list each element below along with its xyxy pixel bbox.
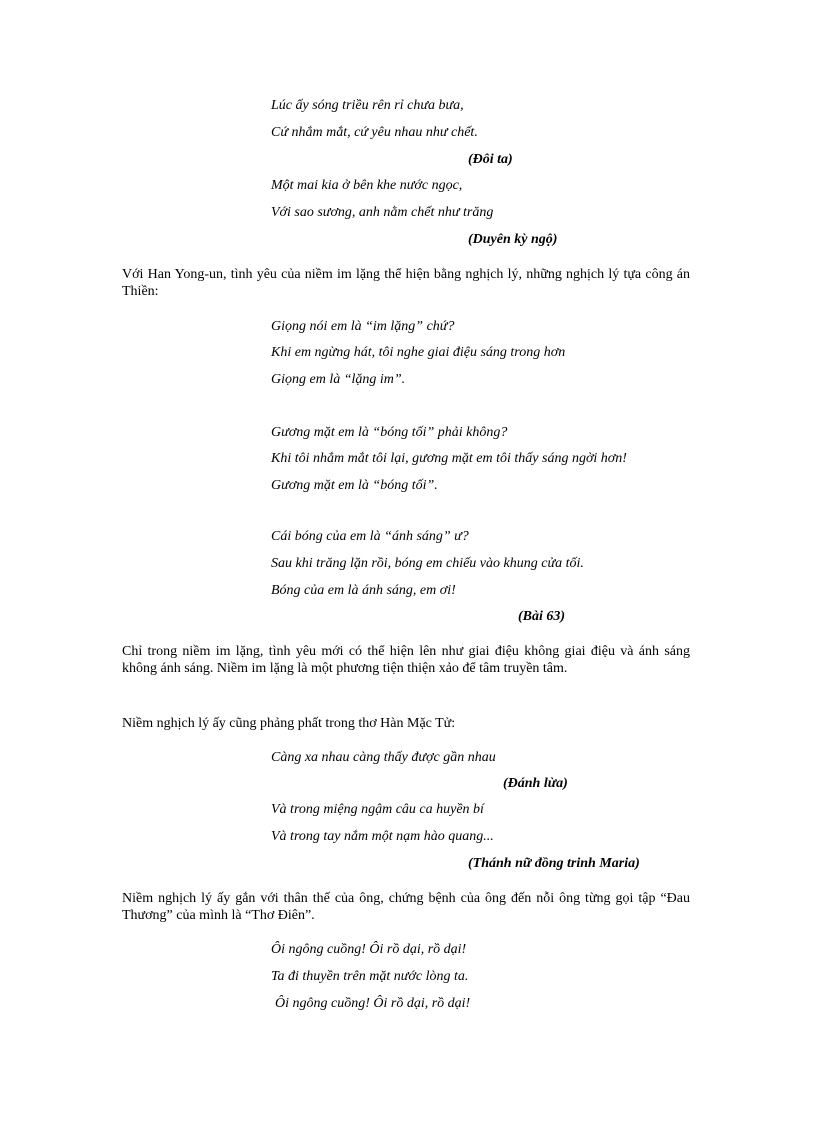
poem-line: Khi em ngừng hát, tôi nghe giai điệu sáng trong hơn — [271, 345, 566, 360]
poem-line: Và trong miệng ngậm câu ca huyền bí — [271, 802, 484, 817]
poem-line: Khi tôi nhắm mắt tôi lại, gương mặt em tôi thấy sáng ngời hơn! — [271, 451, 627, 466]
poem-source: (Bài 63) — [518, 609, 566, 624]
poem-line: Cứ nhắm mắt, cứ yêu nhau như chết. — [271, 125, 478, 140]
poem-line: Càng xa nhau càng thấy được gần nhau — [271, 750, 496, 765]
poem-line: Bóng của em là ánh sáng, em ơi! — [271, 583, 456, 598]
body-paragraph: Chỉ trong niềm im lặng, tình yêu mới có thể hiện lên như giai điệu không giai điệu và ánh sáng không ánh sáng. Niềm im lặng là một phương tiện thiện xảo để tâm truyền tâm. — [122, 644, 690, 676]
poem-source: (Đánh lừa) — [503, 776, 568, 791]
poem-line: Với sao sương, anh nằm chết như trăng — [271, 205, 494, 220]
poem-source: (Duyên kỳ ngộ) — [468, 232, 558, 247]
poem-line: Giọng nói em là “im lặng” chứ? — [271, 319, 455, 334]
poem-line: Và trong tay nắm một nạm hào quang... — [271, 829, 494, 844]
body-paragraph: Niềm nghịch lý ấy gắn với thân thế của ông, chứng bệnh của ông đến nỗi ông từng gọi tập “Đau Thương” của mình là “Thơ Điên”. — [122, 891, 690, 923]
poem-line: Ôi ngông cuồng! Ôi rồ dại, rồ dại! — [271, 942, 467, 957]
poem-source: (Thánh nữ đồng trinh Maria) — [468, 856, 640, 871]
poem-line: Một mai kia ở bên khe nước ngọc, — [271, 178, 463, 193]
poem-source: (Đôi ta) — [468, 152, 513, 167]
poem-line: Gương mặt em là “bóng tối” phải không? — [271, 425, 508, 440]
body-paragraph: Niềm nghịch lý ấy cũng phảng phất trong thơ Hàn Mặc Tử: — [122, 716, 456, 731]
poem-line: Ta đi thuyền trên mặt nước lòng ta. — [271, 969, 469, 984]
poem-line: Giọng em là “lặng im”. — [271, 372, 406, 387]
poem-line: Cái bóng của em là “ánh sáng” ư? — [271, 529, 469, 544]
poem-line: Lúc ấy sóng triều rên rỉ chưa bưa, — [271, 98, 464, 113]
poem-line: Sau khi trăng lặn rồi, bóng em chiếu vào khung cửa tối. — [271, 556, 584, 571]
poem-line: Gương mặt em là “bóng tối”. — [271, 478, 438, 493]
body-paragraph: Với Han Yong-un, tình yêu của niềm im lặng thể hiện bằng nghịch lý, những nghịch lý tựa công án Thiền: — [122, 267, 690, 299]
poem-line: Ôi ngông cuồng! Ôi rồ dại, rồ dại! — [275, 996, 471, 1011]
